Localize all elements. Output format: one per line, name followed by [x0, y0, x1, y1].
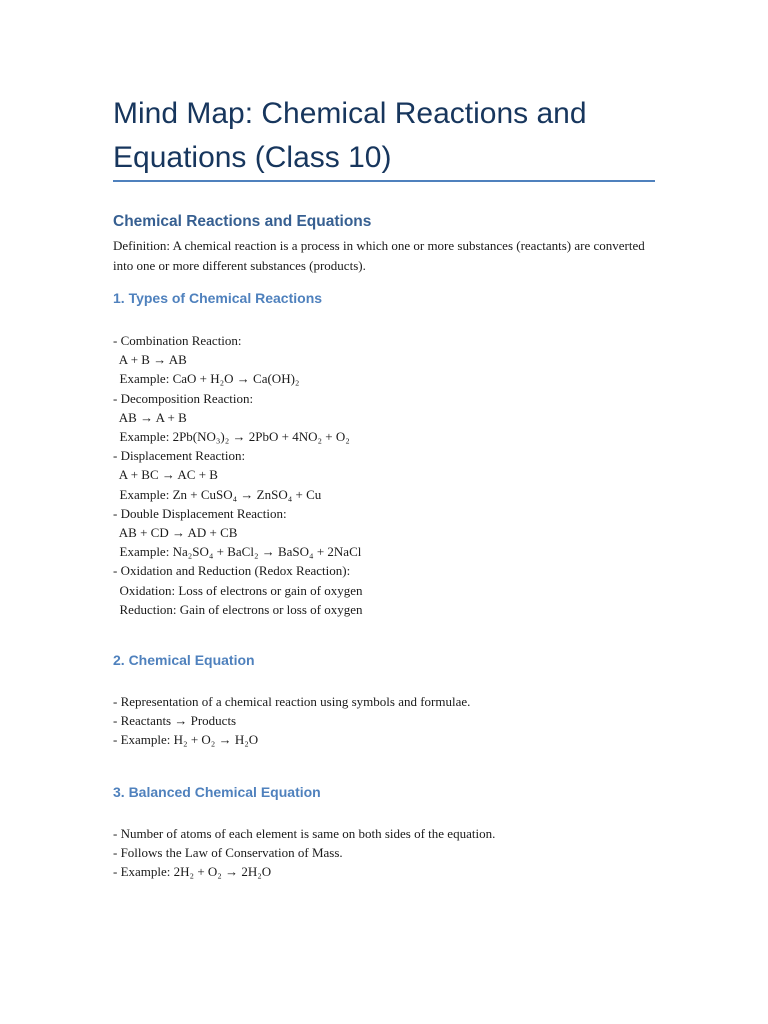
list-line: - Reactants → Products [113, 713, 237, 729]
list-line: Reduction: Gain of electrons or loss of oxygen [113, 601, 363, 617]
list-line: A + B → AB [113, 352, 187, 368]
list-line: - Number of atoms of each element is same on both sides of the equation. [113, 826, 496, 841]
section-list-types [113, 331, 362, 619]
section-heading-types: 1. Types of Chemical Reactions [113, 290, 323, 306]
definition-paragraph: Definition: A chemical reaction is a process in which one or more substances (reactants) are converted into one or more different substances (products). [113, 238, 645, 273]
list-line: - Follows the Law of Conservation of Mass. [113, 845, 343, 861]
list-line: Example: Na₂SO₄ + BaCl₂ → BaSO₄ + 2NaCl [113, 544, 362, 560]
section-heading-balanced: 3. Balanced Chemical Equation [113, 784, 321, 800]
list-line: A + BC → AC + B [113, 467, 218, 483]
list-line: AB + CD → AD + CB [113, 525, 238, 541]
list-line: - Combination Reaction: [113, 333, 242, 348]
list-line: - Decomposition Reaction: [113, 390, 254, 406]
section-heading-equation: 2. Chemical Equation [113, 652, 255, 668]
list-line: Example: CaO + H₂O → Ca(OH)₂ [113, 371, 300, 387]
list-line: Example: Zn + CuSO₄ → ZnSO₄ + Cu [113, 486, 322, 502]
list-line: Example: 2Pb(NO₃)₂ → 2PbO + 4NO₂ + O₂ [113, 429, 350, 445]
main-heading: Chemical Reactions and Equations [113, 213, 372, 230]
list-line: - Double Displacement Reaction: [113, 505, 287, 521]
list-line: - Example: H₂ + O₂ → H₂O [113, 732, 259, 748]
list-line: - Oxidation and Reduction (Redox Reaction): [113, 563, 351, 579]
section-list-balanced [113, 824, 495, 882]
list-line: AB → A + B [113, 409, 187, 425]
page-title: Mind Map: Chemical Reactions and Equations (Class 10) [113, 97, 587, 174]
section-list-equation [113, 692, 470, 750]
title-underline [113, 180, 655, 182]
list-line: - Example: 2H₂ + O₂ → 2H₂O [113, 864, 272, 880]
list-line: Oxidation: Loss of electrons or gain of oxygen [113, 582, 363, 598]
list-line: - Displacement Reaction: [113, 448, 246, 464]
list-line: - Representation of a chemical reaction using symbols and formulae. [113, 694, 471, 709]
